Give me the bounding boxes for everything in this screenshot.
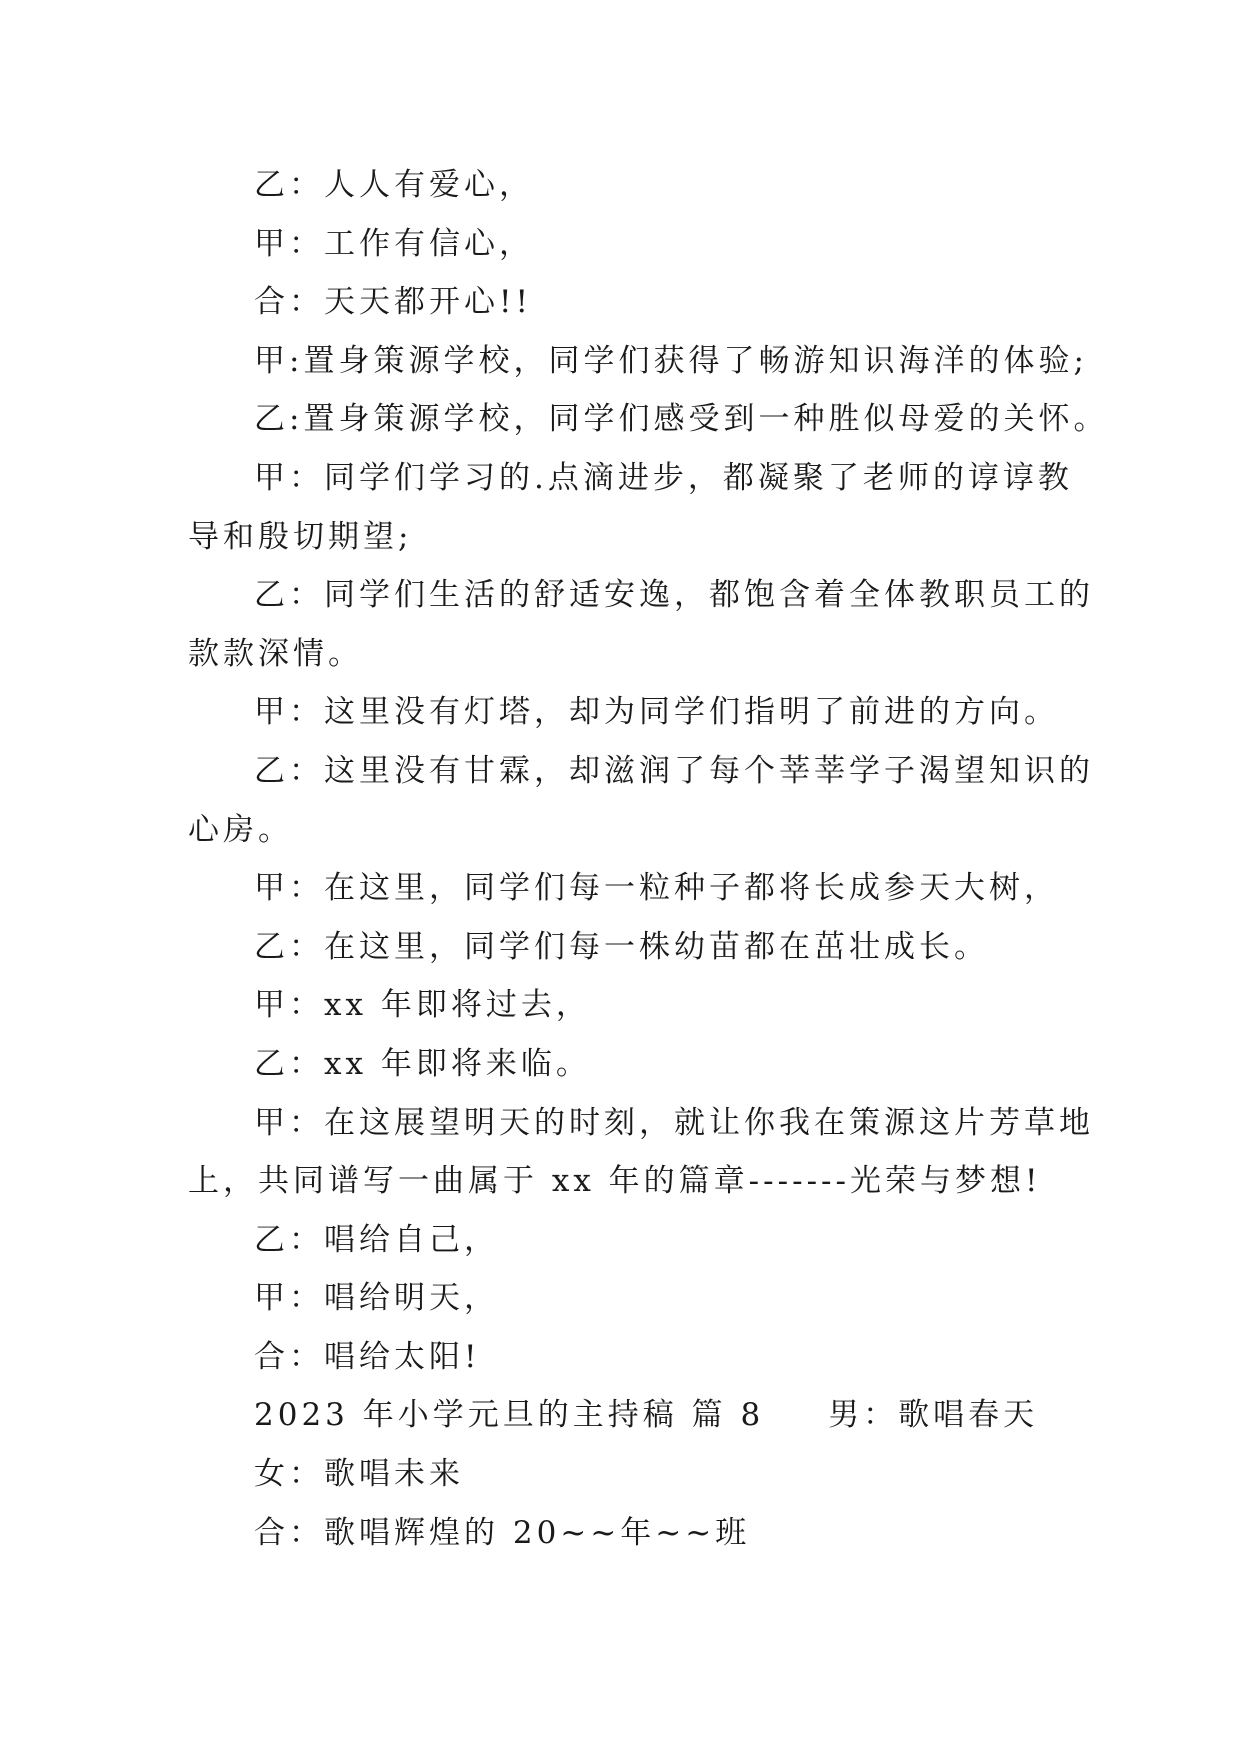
document-body bbox=[188, 156, 1109, 1562]
section-title: 2023 年小学元旦的主持稿 篇 8 bbox=[254, 1397, 765, 1434]
text-line: 女：歌唱未来 bbox=[254, 1456, 464, 1493]
text-line: 合：歌唱辉煌的 20~~年~~班 bbox=[254, 1514, 751, 1551]
text-line: 款款深情。 bbox=[188, 635, 363, 672]
text-line: 甲：工作有信心， bbox=[254, 225, 534, 262]
text-line: 合：唱给太阳! bbox=[254, 1338, 481, 1375]
text-line: 甲:置身策源学校，同学们获得了畅游知识海洋的体验; bbox=[254, 342, 1088, 379]
text-line: 甲：在这展望明天的时刻，就让你我在策源这片芳草地 bbox=[254, 1104, 1094, 1141]
text-line: 甲：xx 年即将过去， bbox=[254, 987, 591, 1024]
text-line: 乙：人人有爱心， bbox=[254, 167, 534, 203]
text-line: 乙：唱给自己， bbox=[254, 1221, 499, 1258]
section-heading-line bbox=[188, 1386, 1054, 1445]
text-line: 乙：xx 年即将来临。 bbox=[254, 1045, 591, 1082]
text-line: 合：天天都开心!! bbox=[254, 284, 532, 321]
text-line: 甲：在这里，同学们每一粒种子都将长成参天大树， bbox=[254, 870, 1059, 907]
text-line: 乙：同学们生活的舒适安逸，都饱含着全体教职员工的 bbox=[254, 577, 1094, 614]
text-line: 乙：在这里，同学们每一株幼苗都在茁壮成长。 bbox=[254, 928, 989, 965]
text-line: 甲：同学们学习的.点滴进步，都凝聚了老师的谆谆教 bbox=[254, 459, 1073, 496]
text-line: 心房。 bbox=[188, 811, 293, 848]
section-first-line: 男：歌唱春天 bbox=[828, 1397, 1039, 1434]
text-line: 甲：唱给明天， bbox=[254, 1280, 499, 1317]
text-line: 乙:置身策源学校，同学们感受到一种胜似母爱的关怀。 bbox=[254, 401, 1109, 438]
text-line: 甲：这里没有灯塔，却为同学们指明了前进的方向。 bbox=[254, 694, 1059, 731]
text-line: 上，共同谱写一曲属于 xx 年的篇章-------光荣与梦想! bbox=[188, 1163, 1042, 1200]
text-line: 导和殷切期望; bbox=[188, 518, 413, 555]
text-line: 乙：这里没有甘霖，却滋润了每个莘莘学子渴望知识的 bbox=[254, 752, 1094, 789]
